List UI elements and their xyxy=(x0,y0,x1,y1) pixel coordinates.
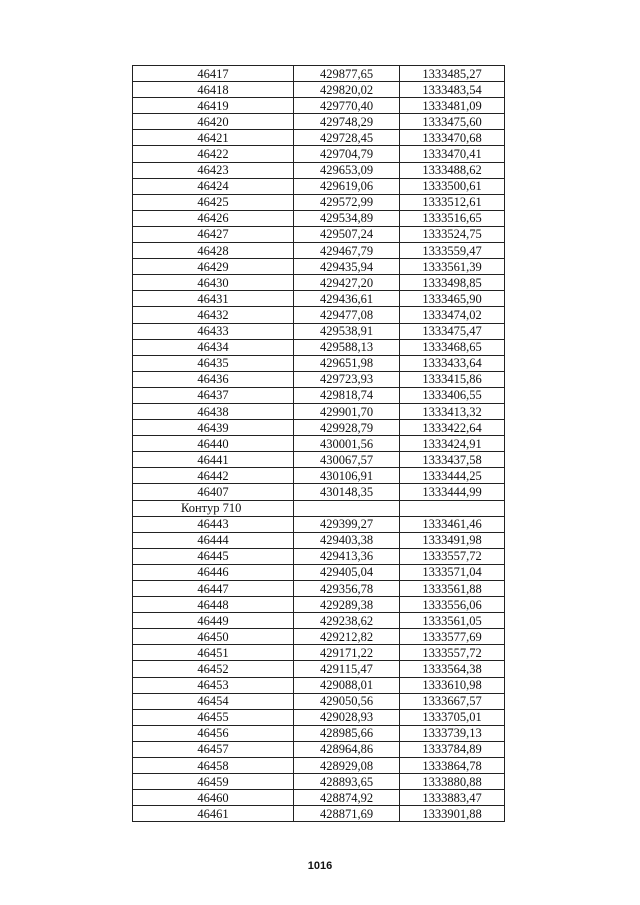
y-coordinate-cell: 1333705,01 xyxy=(400,709,505,725)
x-coordinate-cell: 429436,61 xyxy=(294,291,400,307)
table-row xyxy=(133,420,505,436)
point-number-cell: 46426 xyxy=(133,210,294,226)
point-number-cell: 46450 xyxy=(133,629,294,645)
y-coordinate-cell: 1333491,98 xyxy=(400,532,505,548)
y-coordinate-cell: 1333437,58 xyxy=(400,452,505,468)
x-coordinate-cell: 429818,74 xyxy=(294,387,400,403)
table-row xyxy=(133,371,505,387)
table-row xyxy=(133,387,505,403)
point-number-cell: 46439 xyxy=(133,420,294,436)
table-row xyxy=(133,114,505,130)
point-number-cell: 46458 xyxy=(133,758,294,774)
point-number-cell: 46418 xyxy=(133,82,294,98)
table-row xyxy=(133,194,505,210)
table-row xyxy=(133,645,505,661)
x-coordinate-cell: 429477,08 xyxy=(294,307,400,323)
table-row xyxy=(133,323,505,339)
x-coordinate-cell: 429538,91 xyxy=(294,323,400,339)
point-number-cell: 46428 xyxy=(133,243,294,259)
y-coordinate-cell: 1333739,13 xyxy=(400,725,505,741)
y-coordinate-cell: 1333561,39 xyxy=(400,259,505,275)
table-row xyxy=(133,629,505,645)
table-row xyxy=(133,693,505,709)
x-coordinate-cell: 429356,78 xyxy=(294,581,400,597)
y-coordinate-cell: 1333424,91 xyxy=(400,436,505,452)
y-coordinate-cell: 1333485,27 xyxy=(400,66,505,82)
y-coordinate-cell: 1333475,60 xyxy=(400,114,505,130)
y-coordinate-cell: 1333610,98 xyxy=(400,677,505,693)
table-row xyxy=(133,516,505,532)
x-coordinate-cell: 429653,09 xyxy=(294,162,400,178)
y-coordinate-cell: 1333470,41 xyxy=(400,146,505,162)
x-coordinate-cell: 429405,04 xyxy=(294,564,400,580)
table-row xyxy=(133,597,505,613)
point-number-cell: 46441 xyxy=(133,452,294,468)
y-coordinate-cell xyxy=(400,500,505,516)
table-row xyxy=(133,758,505,774)
x-coordinate-cell: 429050,56 xyxy=(294,693,400,709)
y-coordinate-cell: 1333474,02 xyxy=(400,307,505,323)
table-row xyxy=(133,178,505,194)
y-coordinate-cell: 1333481,09 xyxy=(400,98,505,114)
y-coordinate-cell: 1333415,86 xyxy=(400,371,505,387)
table-row xyxy=(133,661,505,677)
y-coordinate-cell: 1333498,85 xyxy=(400,275,505,291)
point-number-cell: 46419 xyxy=(133,98,294,114)
point-number-cell: 46447 xyxy=(133,581,294,597)
x-coordinate-cell: 430001,56 xyxy=(294,436,400,452)
x-coordinate-cell: 429289,38 xyxy=(294,597,400,613)
y-coordinate-cell: 1333461,46 xyxy=(400,516,505,532)
point-number-cell: 46420 xyxy=(133,114,294,130)
x-coordinate-cell: 429399,27 xyxy=(294,516,400,532)
y-coordinate-cell: 1333883,47 xyxy=(400,790,505,806)
y-coordinate-cell: 1333413,32 xyxy=(400,403,505,419)
x-coordinate-cell: 430067,57 xyxy=(294,452,400,468)
point-number-cell: 46438 xyxy=(133,403,294,419)
x-coordinate-cell: 429115,47 xyxy=(294,661,400,677)
x-coordinate-cell: 429820,02 xyxy=(294,82,400,98)
table-row xyxy=(133,581,505,597)
table-row xyxy=(133,436,505,452)
table-row xyxy=(133,452,505,468)
y-coordinate-cell: 1333901,88 xyxy=(400,806,505,822)
table-row xyxy=(133,774,505,790)
x-coordinate-cell: 429212,82 xyxy=(294,629,400,645)
point-number-cell: 46407 xyxy=(133,484,294,500)
y-coordinate-cell: 1333406,55 xyxy=(400,387,505,403)
table-row xyxy=(133,98,505,114)
x-coordinate-cell: 429588,13 xyxy=(294,339,400,355)
point-number-cell: 46446 xyxy=(133,564,294,580)
x-coordinate-cell xyxy=(294,500,400,516)
point-number-cell: 46444 xyxy=(133,532,294,548)
x-coordinate-cell: 429877,65 xyxy=(294,66,400,82)
table-row xyxy=(133,403,505,419)
table-row xyxy=(133,243,505,259)
table-row xyxy=(133,259,505,275)
point-number-cell: 46434 xyxy=(133,339,294,355)
table-row xyxy=(133,275,505,291)
x-coordinate-cell: 429088,01 xyxy=(294,677,400,693)
point-number-cell: 46423 xyxy=(133,162,294,178)
table-row xyxy=(133,226,505,242)
table-row xyxy=(133,484,505,500)
table-row xyxy=(133,291,505,307)
x-coordinate-cell: 430106,91 xyxy=(294,468,400,484)
x-coordinate-cell: 429770,40 xyxy=(294,98,400,114)
x-coordinate-cell: 428964,86 xyxy=(294,741,400,757)
table-row xyxy=(133,210,505,226)
point-number-cell: 46452 xyxy=(133,661,294,677)
coordinates-table-body xyxy=(133,66,505,822)
x-coordinate-cell: 429748,29 xyxy=(294,114,400,130)
point-number-cell: 46449 xyxy=(133,613,294,629)
contour-label: Контур 710 xyxy=(133,500,294,516)
point-number-cell: 46424 xyxy=(133,178,294,194)
table-row xyxy=(133,677,505,693)
x-coordinate-cell: 429507,24 xyxy=(294,226,400,242)
table-row xyxy=(133,82,505,98)
x-coordinate-cell: 428871,69 xyxy=(294,806,400,822)
table-row xyxy=(133,806,505,822)
x-coordinate-cell: 430148,35 xyxy=(294,484,400,500)
x-coordinate-cell: 429619,06 xyxy=(294,178,400,194)
point-number-cell: 46421 xyxy=(133,130,294,146)
point-number-cell: 46417 xyxy=(133,66,294,82)
table-row xyxy=(133,613,505,629)
table-row xyxy=(133,790,505,806)
x-coordinate-cell: 429238,62 xyxy=(294,613,400,629)
point-number-cell: 46461 xyxy=(133,806,294,822)
x-coordinate-cell: 429572,99 xyxy=(294,194,400,210)
y-coordinate-cell: 1333561,05 xyxy=(400,613,505,629)
y-coordinate-cell: 1333557,72 xyxy=(400,548,505,564)
x-coordinate-cell: 429534,89 xyxy=(294,210,400,226)
table-row xyxy=(133,532,505,548)
table-row xyxy=(133,130,505,146)
y-coordinate-cell: 1333557,72 xyxy=(400,645,505,661)
point-number-cell: 46431 xyxy=(133,291,294,307)
y-coordinate-cell: 1333524,75 xyxy=(400,226,505,242)
point-number-cell: 46454 xyxy=(133,693,294,709)
point-number-cell: 46425 xyxy=(133,194,294,210)
y-coordinate-cell: 1333433,64 xyxy=(400,355,505,371)
y-coordinate-cell: 1333880,88 xyxy=(400,774,505,790)
point-number-cell: 46436 xyxy=(133,371,294,387)
point-number-cell: 46430 xyxy=(133,275,294,291)
point-number-cell: 46457 xyxy=(133,741,294,757)
table-row xyxy=(133,741,505,757)
x-coordinate-cell: 429171,22 xyxy=(294,645,400,661)
x-coordinate-cell: 429435,94 xyxy=(294,259,400,275)
point-number-cell: 46460 xyxy=(133,790,294,806)
y-coordinate-cell: 1333470,68 xyxy=(400,130,505,146)
point-number-cell: 46442 xyxy=(133,468,294,484)
coordinates-table xyxy=(132,65,505,822)
point-number-cell: 46422 xyxy=(133,146,294,162)
table-row xyxy=(133,709,505,725)
point-number-cell: 46448 xyxy=(133,597,294,613)
table-row xyxy=(133,564,505,580)
y-coordinate-cell: 1333444,99 xyxy=(400,484,505,500)
y-coordinate-cell: 1333488,62 xyxy=(400,162,505,178)
table-row xyxy=(133,66,505,82)
x-coordinate-cell: 429467,79 xyxy=(294,243,400,259)
point-number-cell: 46445 xyxy=(133,548,294,564)
y-coordinate-cell: 1333465,90 xyxy=(400,291,505,307)
y-coordinate-cell: 1333559,47 xyxy=(400,243,505,259)
y-coordinate-cell: 1333667,57 xyxy=(400,693,505,709)
point-number-cell: 46451 xyxy=(133,645,294,661)
point-number-cell: 46443 xyxy=(133,516,294,532)
x-coordinate-cell: 429728,45 xyxy=(294,130,400,146)
y-coordinate-cell: 1333864,78 xyxy=(400,758,505,774)
x-coordinate-cell: 429413,36 xyxy=(294,548,400,564)
x-coordinate-cell: 429028,93 xyxy=(294,709,400,725)
x-coordinate-cell: 428874,92 xyxy=(294,790,400,806)
x-coordinate-cell: 429723,93 xyxy=(294,371,400,387)
y-coordinate-cell: 1333561,88 xyxy=(400,581,505,597)
point-number-cell: 46433 xyxy=(133,323,294,339)
point-number-cell: 46432 xyxy=(133,307,294,323)
x-coordinate-cell: 429928,79 xyxy=(294,420,400,436)
y-coordinate-cell: 1333444,25 xyxy=(400,468,505,484)
x-coordinate-cell: 428929,08 xyxy=(294,758,400,774)
point-number-cell: 46453 xyxy=(133,677,294,693)
point-number-cell: 46429 xyxy=(133,259,294,275)
y-coordinate-cell: 1333571,04 xyxy=(400,564,505,580)
table-row xyxy=(133,146,505,162)
table-row xyxy=(133,162,505,178)
y-coordinate-cell: 1333577,69 xyxy=(400,629,505,645)
y-coordinate-cell: 1333784,89 xyxy=(400,741,505,757)
point-number-cell: 46455 xyxy=(133,709,294,725)
x-coordinate-cell: 429901,70 xyxy=(294,403,400,419)
x-coordinate-cell: 428985,66 xyxy=(294,725,400,741)
table-row xyxy=(133,468,505,484)
table-row xyxy=(133,339,505,355)
x-coordinate-cell: 429427,20 xyxy=(294,275,400,291)
point-number-cell: 46437 xyxy=(133,387,294,403)
y-coordinate-cell: 1333475,47 xyxy=(400,323,505,339)
x-coordinate-cell: 429651,98 xyxy=(294,355,400,371)
y-coordinate-cell: 1333512,61 xyxy=(400,194,505,210)
y-coordinate-cell: 1333468,65 xyxy=(400,339,505,355)
x-coordinate-cell: 428893,65 xyxy=(294,774,400,790)
table-row xyxy=(133,548,505,564)
y-coordinate-cell: 1333422,64 xyxy=(400,420,505,436)
table-row xyxy=(133,725,505,741)
contour-heading-row xyxy=(133,500,505,516)
y-coordinate-cell: 1333564,38 xyxy=(400,661,505,677)
x-coordinate-cell: 429704,79 xyxy=(294,146,400,162)
table-row xyxy=(133,355,505,371)
y-coordinate-cell: 1333556,06 xyxy=(400,597,505,613)
y-coordinate-cell: 1333516,65 xyxy=(400,210,505,226)
y-coordinate-cell: 1333483,54 xyxy=(400,82,505,98)
y-coordinate-cell: 1333500,61 xyxy=(400,178,505,194)
point-number-cell: 46456 xyxy=(133,725,294,741)
page-number: 1016 xyxy=(307,860,333,872)
point-number-cell: 46440 xyxy=(133,436,294,452)
x-coordinate-cell: 429403,38 xyxy=(294,532,400,548)
point-number-cell: 46459 xyxy=(133,774,294,790)
table-row xyxy=(133,307,505,323)
point-number-cell: 46435 xyxy=(133,355,294,371)
point-number-cell: 46427 xyxy=(133,226,294,242)
